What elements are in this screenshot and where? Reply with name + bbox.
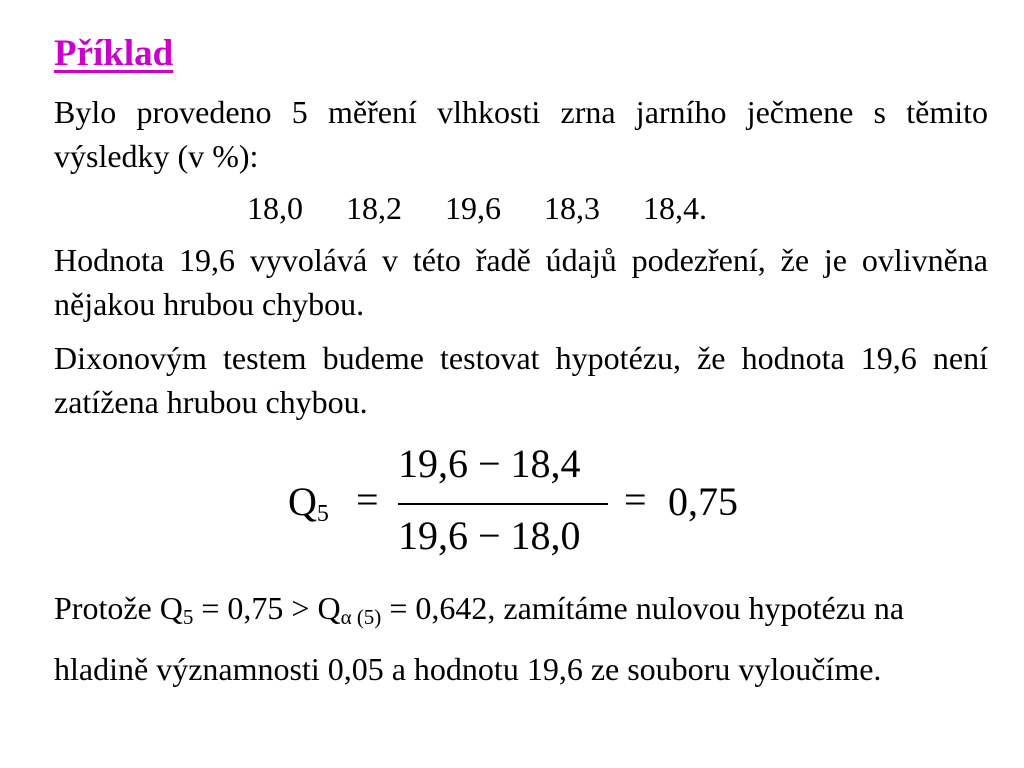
formula-denominator: 19,6 − 18,0 [398,513,581,558]
value-4: 18,3 [544,190,600,226]
formula-equals-2: = [624,477,647,522]
formula-lhs: $Q_5$ [288,479,329,527]
formula-result: 0,75 [668,479,738,524]
paragraph-conclusion: Protože $Q_5 = 0,75 > Q_{\alpha (5)} = 0,642$, zamítáme nulovou hypotézu na hladině významnosti 0,05 a hodnotu 19,6 ze souboru vyloučíme. [54,590,905,687]
paragraph-measurements: Bylo provedeno 5 měření vlhkosti zrna jarního ječmene s těmito výsledky (v %): [54,94,988,174]
paragraph-suspicion: Hodnota 19,6 vyvolává v této řadě údajů podezření, že je ovlivněna nějakou hrubou chybou. [54,242,988,322]
value-5: 18,4. [643,190,707,226]
slide-title: Příklad [54,33,174,74]
dixon-formula [288,440,768,570]
value-2: 18,2 [346,190,402,226]
paragraph-hypothesis: Dixonovým testem budeme testovat hypotézu, že hodnota 19,6 není zatížena hrubou chybou. [54,340,988,420]
value-3: 19,6 [445,190,501,226]
formula-numerator: 19,6 − 18,4 [398,441,581,486]
fraction-bar [398,503,608,505]
value-1: 18,0 [247,190,303,226]
formula-equals-1: = [356,477,379,522]
measurement-values [247,186,750,230]
